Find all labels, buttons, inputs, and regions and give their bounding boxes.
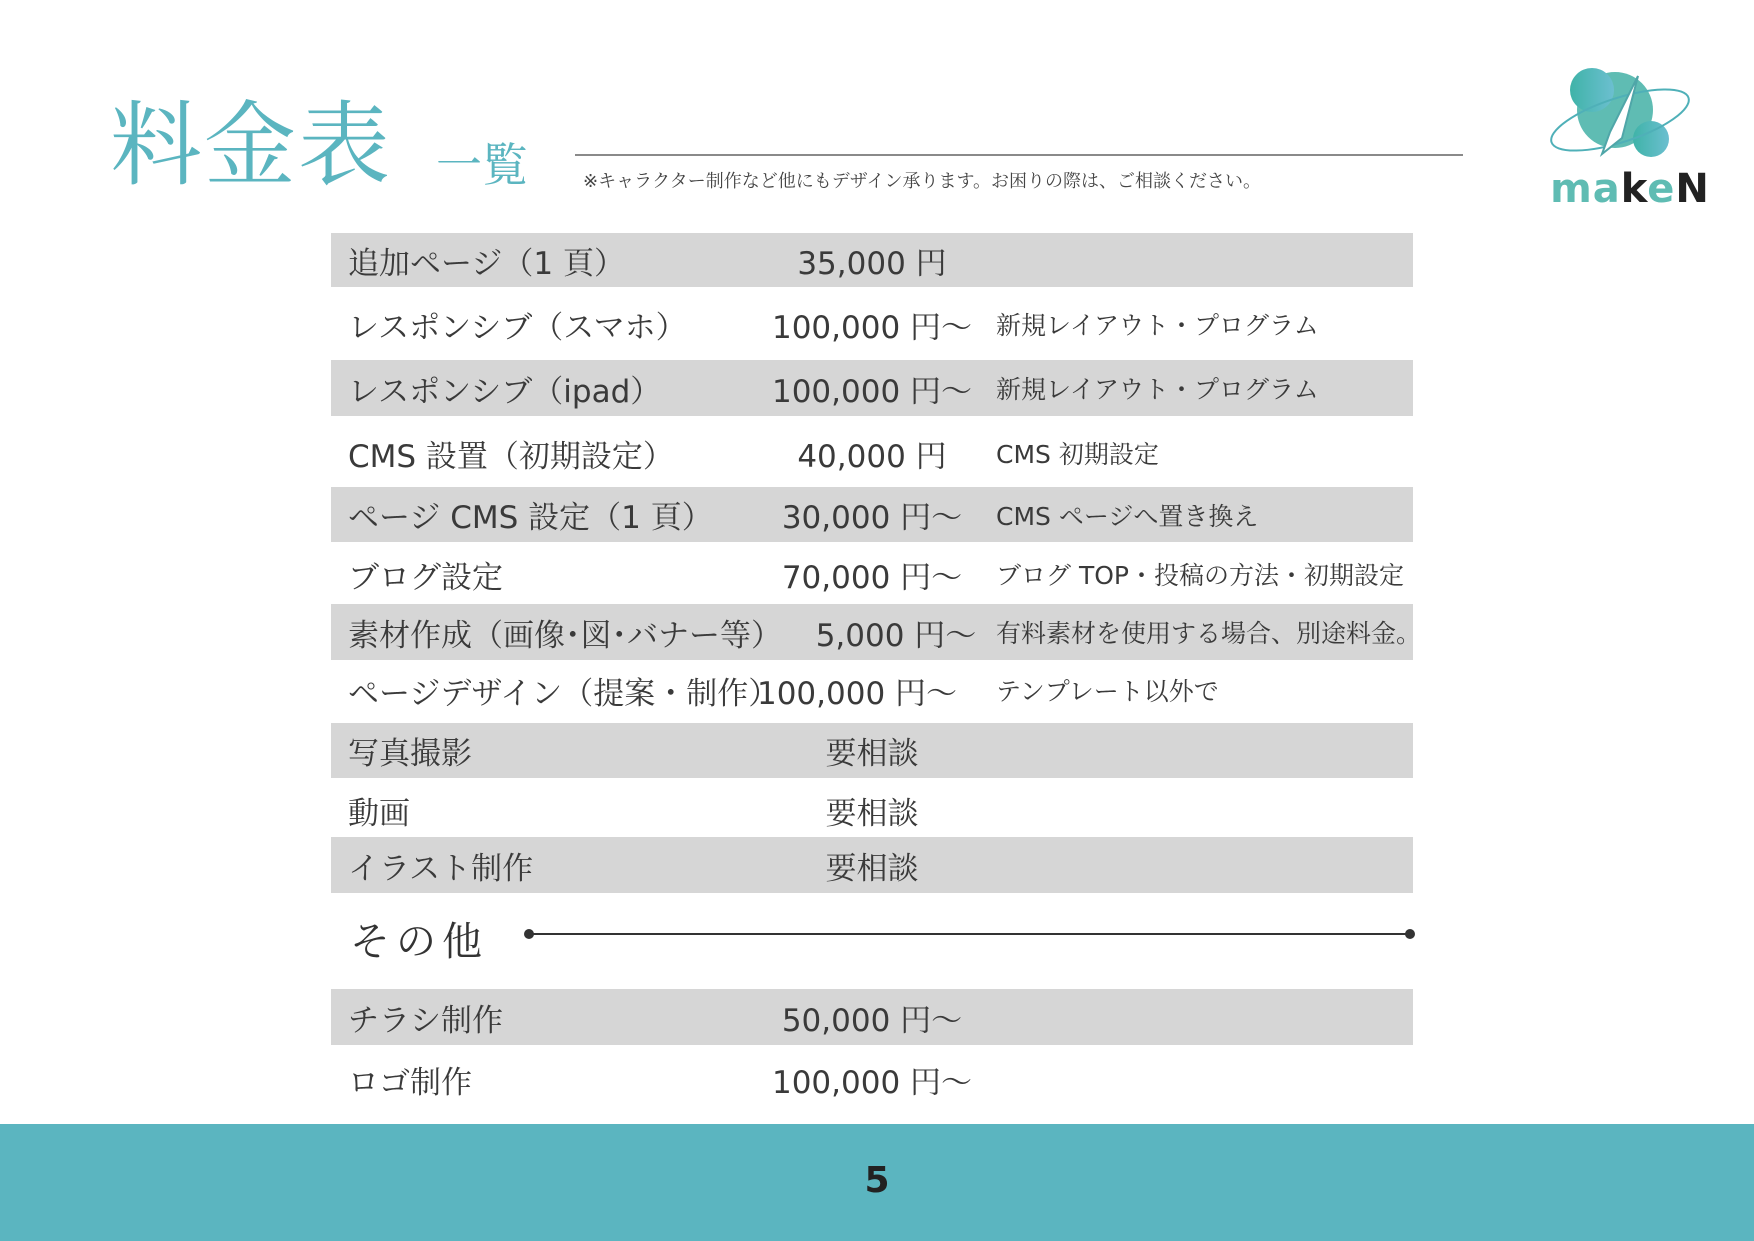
item-price: 5,000 円〜 xyxy=(815,617,977,654)
item-price: 30,000 円〜 xyxy=(781,500,963,536)
price-row xyxy=(331,233,1413,287)
item-name: ロゴ制作 xyxy=(348,1064,472,1101)
price-row xyxy=(331,1051,1413,1107)
price-row xyxy=(331,425,1413,481)
item-name: チラシ制作 xyxy=(348,1002,503,1039)
page-number: 5 xyxy=(864,1160,890,1201)
header-divider xyxy=(575,154,1463,156)
item-price: 要相談 xyxy=(825,850,919,887)
item-name: レスポンシブ（スマホ） xyxy=(348,309,687,346)
item-name: 動画 xyxy=(348,795,410,832)
item-name: 追加ページ（1 頁） xyxy=(348,245,625,282)
price-row xyxy=(331,782,1413,838)
item-price: 70,000 円〜 xyxy=(781,559,963,596)
price-row xyxy=(331,723,1413,778)
price-row xyxy=(331,360,1413,416)
item-price: 要相談 xyxy=(825,795,919,832)
item-note: 新規レイアウト・プログラム xyxy=(996,311,1319,340)
svg-text:makeN: makeN xyxy=(1550,166,1710,212)
other-heading: その他 xyxy=(350,919,488,965)
divider-dot xyxy=(1405,929,1415,939)
item-name: ブログ設定 xyxy=(348,559,503,596)
item-name: ページデザイン（提案・制作） xyxy=(348,675,780,712)
item-note: CMS ページへ置き換え xyxy=(996,501,1259,531)
item-price: 100,000 円〜 xyxy=(771,309,973,346)
item-price: 50,000 円〜 xyxy=(781,1002,963,1039)
item-name: ページ CMS 設定（1 頁） xyxy=(348,500,713,536)
item-name: 素材作成（画像･図･バナー等） xyxy=(348,617,782,654)
price-row xyxy=(331,546,1413,602)
item-name: 写真撮影 xyxy=(348,736,472,772)
item-price: 100,000 円〜 xyxy=(771,1064,973,1101)
item-note: 有料素材を使用する場合、別途料金。 xyxy=(996,619,1422,648)
price-row xyxy=(331,989,1413,1045)
item-price: 100,000 円〜 xyxy=(771,373,973,410)
makeN-logo xyxy=(1530,62,1730,212)
page-subtitle: 一覧 xyxy=(436,138,528,192)
item-name: レスポンシブ（ipad） xyxy=(348,373,662,410)
item-note: CMS 初期設定 xyxy=(996,440,1159,469)
other-divider xyxy=(528,933,1410,935)
price-row xyxy=(331,837,1413,893)
item-price: 100,000 円〜 xyxy=(756,675,958,712)
item-name: CMS 設置（初期設定） xyxy=(348,438,674,475)
item-name: イラスト制作 xyxy=(348,850,534,887)
item-note: 新規レイアウト・プログラム xyxy=(996,375,1319,404)
item-price: 35,000 円 xyxy=(797,245,947,282)
price-row xyxy=(331,604,1422,660)
footer-bar xyxy=(0,1124,1754,1241)
item-note: ブログ TOP・投稿の方法・初期設定 xyxy=(996,561,1404,590)
item-price: 40,000 円 xyxy=(797,438,947,475)
item-note: テンプレート以外で xyxy=(996,677,1219,706)
page-title: 料金表 xyxy=(110,92,393,199)
price-row xyxy=(331,487,1413,542)
price-row xyxy=(331,662,1413,718)
item-price: 要相談 xyxy=(825,736,919,772)
price-row xyxy=(331,296,1413,352)
header-note: ※キャラクター制作など他にもデザイン承ります。お困りの際は、ご相談ください。 xyxy=(583,171,1262,192)
